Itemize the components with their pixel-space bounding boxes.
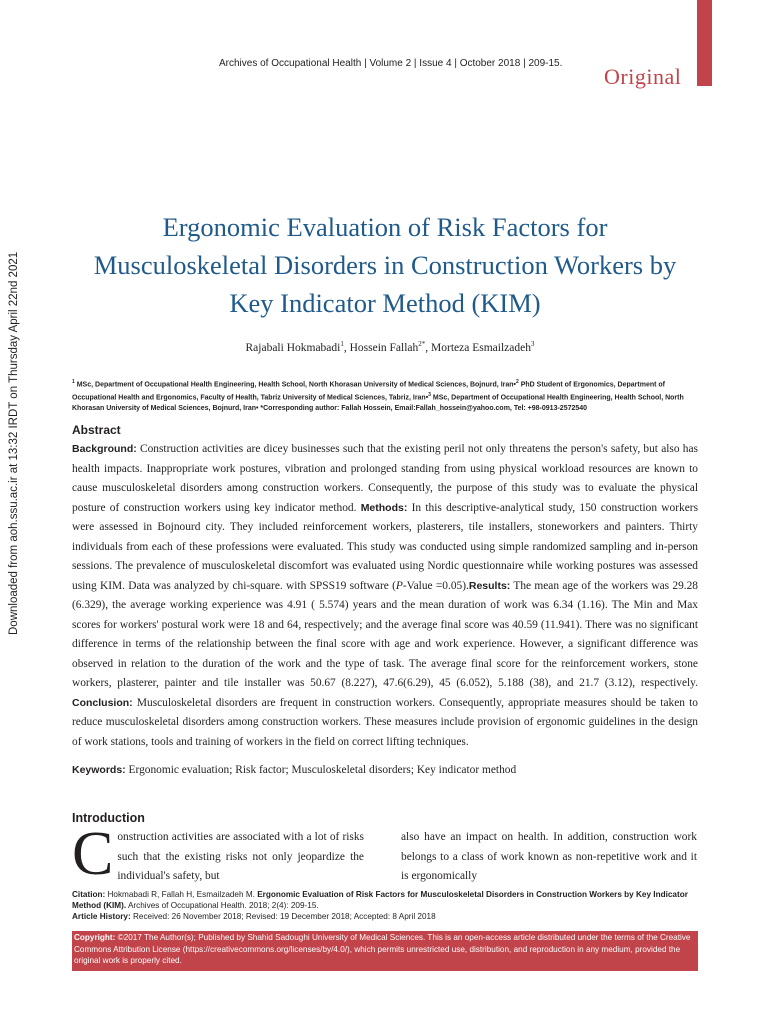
introduction-left-column — [72, 820, 364, 888]
author-name: Hossein Fallah — [349, 341, 419, 354]
keywords-label: Keywords: — [72, 764, 126, 776]
introduction-heading: Introduction — [72, 811, 145, 825]
methods-label: Methods: — [360, 501, 408, 514]
affil-text: PhD Student of Ergonomics, Department of Occupational Health and Ergonomics, Faculty of Health, Tabriz University of Medical Sciences, Tabriz, Iran• — [72, 381, 665, 402]
author-affil-mark: 3 — [531, 340, 535, 348]
methods-text: In this descriptive-analytical study, 150 construction workers were assessed in Bojnourd city. They included reinforcement workers, plasterers, tile installers, stoneworkers and painters. Thirty individuals from each of these professions were evaluated. This study was conducted using simple randomized sampling and in-person sessions. The prevalence of musculoskeletal discomfort was evaluated using Nordic questionnaire while working postures was assessed using KIM. Data was analyzed by chi-square. with SPSS19 software ( — [72, 501, 698, 592]
affil-mark: 1 — [72, 379, 75, 385]
p-value-symbol: P — [395, 579, 403, 592]
author-separator: , — [343, 341, 350, 354]
abstract-body — [72, 440, 698, 752]
background-text: Construction activities are dicey businesses such that the existing peril not only threatens the person's safety, but also has health impacts. Inappropriate work postures, vibration and prolonged standing from using physical workload resources are known to cause musculoskeletal disorders among construction workers. Consequently, the purpose of this study was to evaluate the physical posture of construction workers using key indicator method. — [72, 443, 698, 514]
author-list — [120, 340, 660, 354]
drop-cap: C — [72, 820, 114, 888]
conclusion-label: Conclusion: — [72, 696, 133, 709]
history-text: Received: 26 November 2018; Revised: 19 December 2018; Accepted: 8 April 2018 — [130, 912, 436, 921]
citation-label: Citation: — [72, 890, 106, 899]
copyright-text: ©2017 The Author(s); Published by Shahid Sadoughi University of Medical Sciences. This is an open-access article distributed under the terms of the Creative Commons Attribution License (https://creativecommons.org/licenses/by/4.0/), which permits unrestricted use, distribution, and reproduction in any medium, provided the original work is properly cited. — [74, 933, 691, 965]
author-name: Morteza Esmailzadeh — [431, 341, 531, 354]
results-text: The mean age of the workers was 29.28 (6.329), the average working experience was 4.91 ( 5.574) years and the mean duration of work was 6.34 (1.16). The Min and Max scores for workers' postural work were 18 and 64, respectively; and the average final score was 40.59 (11.941). There was no significant difference in terms of the relationship between the final score with age and work experience. However, a significant difference was observed in relation to the duration of the work and the type of task. The average final score for the reinforcement workers, stone workers, plasterer, painter and tile installer was 50.67 (8.227), 47.6(6.29), 45 (6.052), 5.188 (38), and 21.7 (3.12), respectively. — [72, 579, 699, 689]
results-label: Results: — [468, 579, 511, 592]
affiliations — [72, 377, 698, 414]
keywords — [72, 764, 698, 776]
author-separator: , — [425, 341, 432, 354]
citation-authors: Hokmabadi R, Fallah H, Esmailzadeh M. — [105, 890, 258, 899]
abstract-heading: Abstract — [72, 423, 121, 437]
history-label: Article History: — [72, 912, 131, 921]
copyright-notice — [72, 931, 698, 971]
introduction-text-left: onstruction activities are associated with a lot of risks such that the existing risks not only jeopardize the individual's safety, but — [117, 831, 364, 882]
background-label: Background: — [72, 443, 137, 455]
methods-text-end: -Value =0.05). — [402, 579, 469, 592]
affil-text: MSc, Department of Occupational Health Engineering, Health School, North Khorasan University of Medical Sciences, Bojnurd, Iran• — [74, 381, 516, 389]
journal-citation-line: Archives of Occupational Health | Volume 2 | Issue 4 | October 2018 | 209-15. — [219, 58, 563, 69]
affil-mark: 2 — [515, 379, 519, 385]
citation-source: Archives of Occupational Health. 2018; 2(4): 209-15. — [126, 901, 319, 910]
article-title: Ergonomic Evaluation of Risk Factors for Musculoskeletal Disorders in Construction Workers by Key Indicator Method (KIM) — [93, 212, 677, 318]
author-name: Rajabali Hokmabadi — [245, 341, 341, 354]
citation-title: Ergonomic Evaluation of Risk Factors for Musculoskeletal Disorders in Construction Workers by Key Indicator Method (KIM). — [72, 890, 688, 910]
keywords-text: Ergonomic evaluation; Risk factor; Musculoskeletal disorders; Key indicator method — [125, 764, 517, 776]
author-affil-mark: 2* — [418, 340, 426, 348]
header-accent-bar — [697, 0, 712, 86]
author-affil-mark: 1 — [340, 340, 344, 348]
copyright-label: Copyright: — [74, 933, 116, 942]
download-watermark: Downloaded from aoh.ssu.ac.ir at 13:32 IRDT on Thursday April 22nd 2021 — [8, 251, 20, 635]
citation-block — [72, 888, 698, 922]
affil-mark: 3 — [428, 392, 431, 399]
conclusion-text: Musculoskeletal disorders are frequent in construction workers. Consequently, appropriate measures should be taken to reduce musculoskeletal disorders among construction workers. These measures include provision of ergonomic guidelines in the design of work stations, tools and training of workers in the field on correct lifting techniques. — [72, 696, 698, 748]
introduction-right-column: also have an impact on health. In addition, construction work belongs to a class of work known as non-repetitive work and it is ergonomically — [401, 831, 697, 882]
affil-text: MSc, Department of Occupational Health Engineering, Health School, North Khorasan University of Medical Sciences, Bojnurd, Iran• *Corresponding author: Fallah Hossein, Email:Fallah_hossein@yahoo.com, Tel: +98-0913-2572540 — [72, 394, 684, 412]
article-type-label: Original — [604, 64, 682, 89]
